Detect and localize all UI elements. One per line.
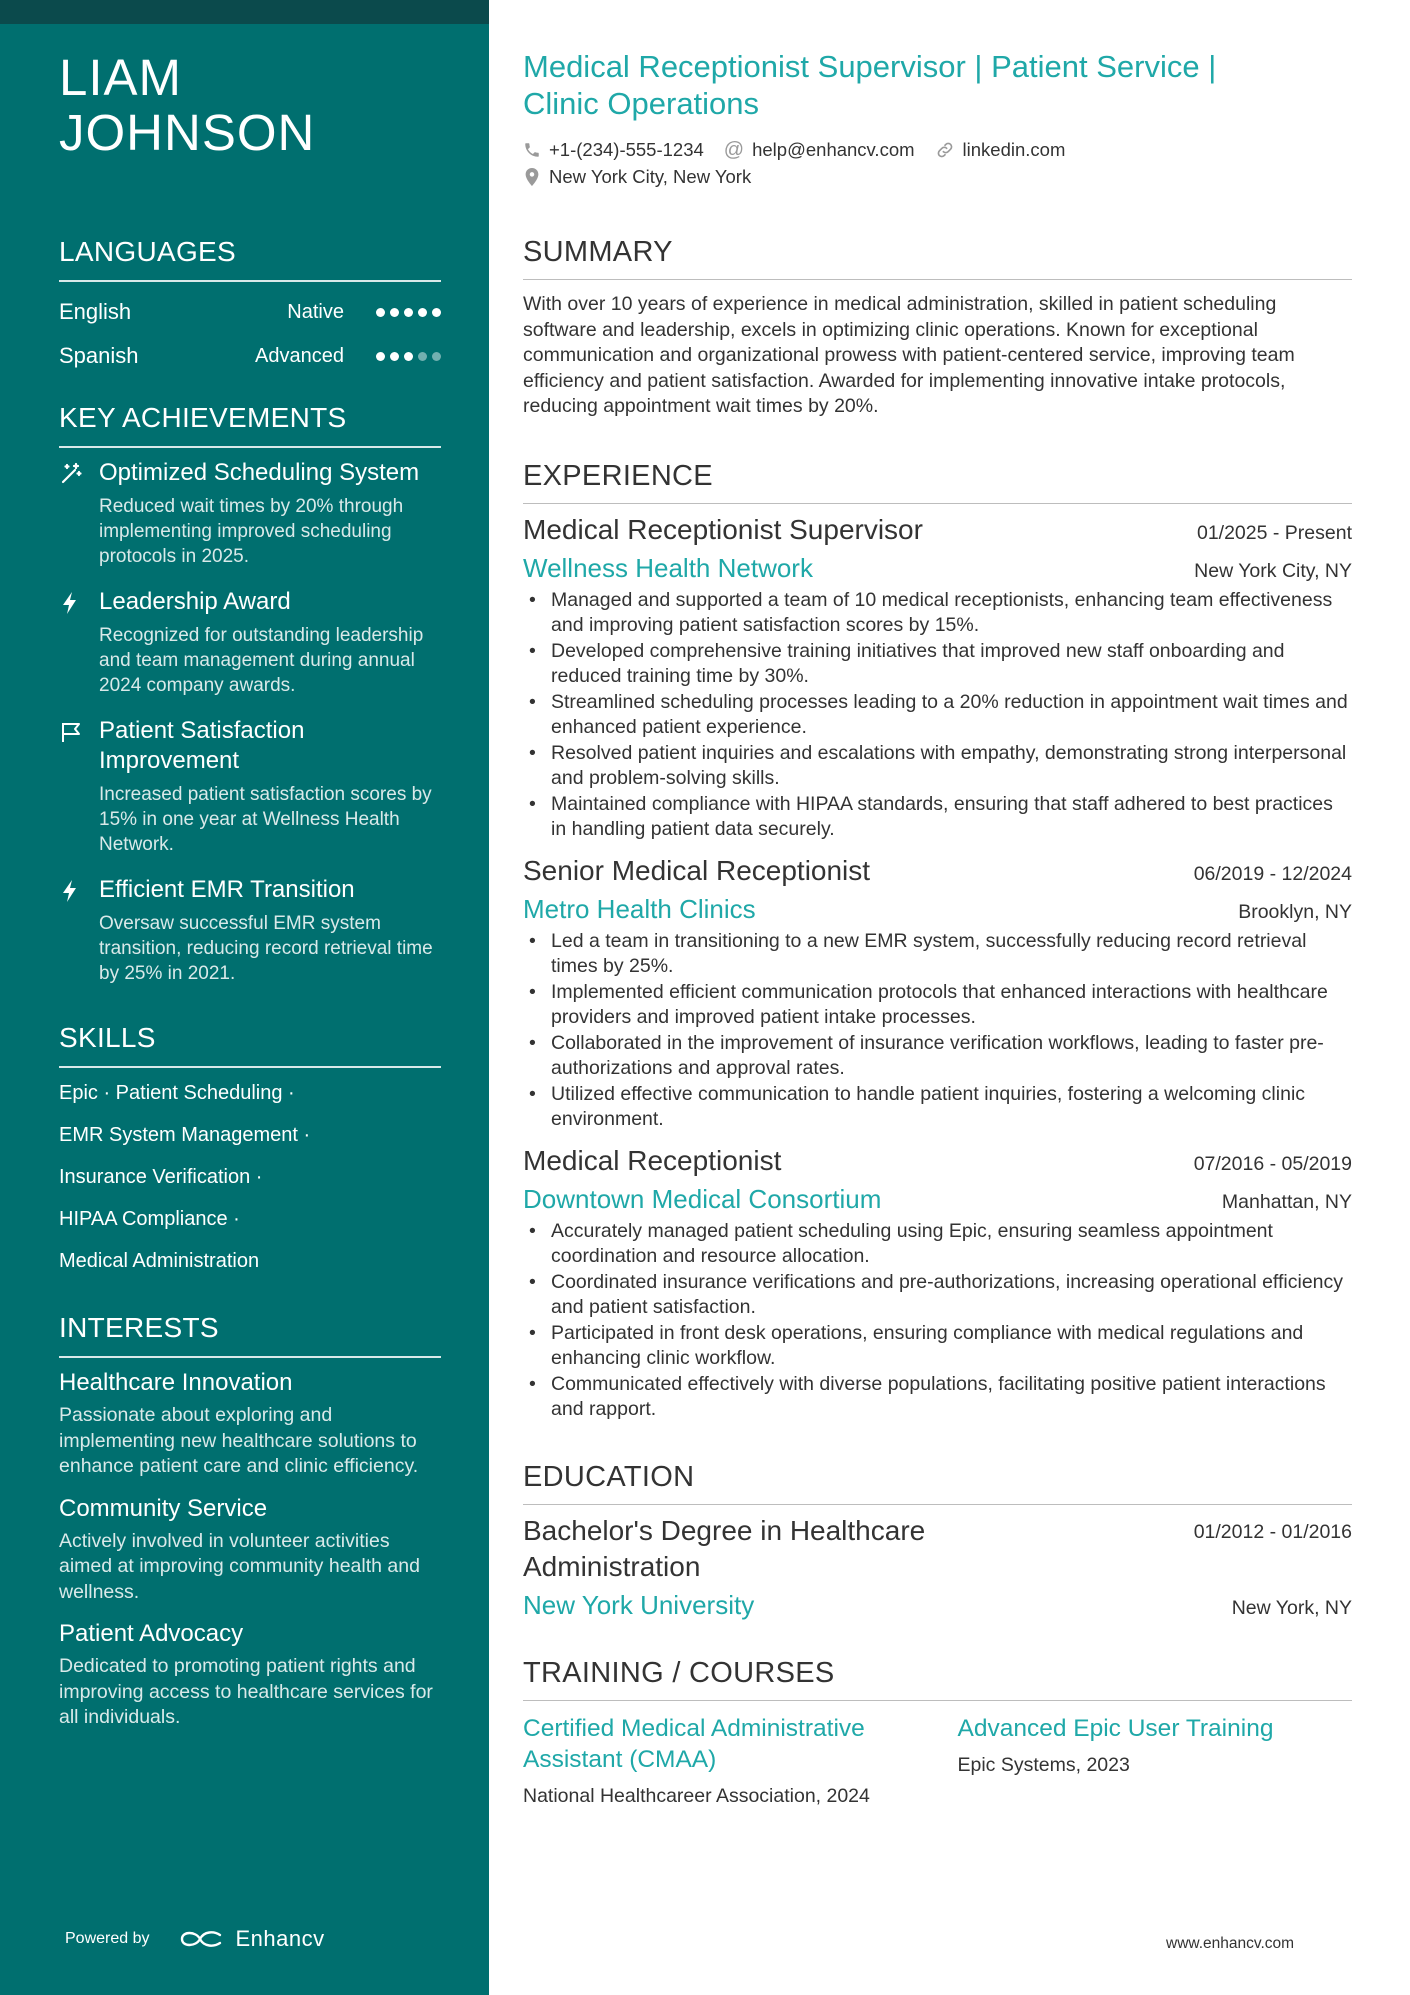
course-provider: National Healthcareer Association, 2024 xyxy=(523,1784,870,1807)
language-level: Native xyxy=(287,300,344,323)
course-title: Certified Medical Administrative Assistant (CMAA) xyxy=(523,1714,865,1773)
contact-email[interactable]: @ help@enhancv.com xyxy=(723,138,915,161)
contact-phone[interactable]: +1-(234)-555-1234 xyxy=(523,139,704,161)
job-bullet: • Maintained compliance with HIPAA standards, ensuring that staff adhered to best practices in handling patient data securely. xyxy=(523,792,1352,843)
school-location: New York, NY xyxy=(1231,1596,1352,1619)
education-entry xyxy=(523,1513,1352,1621)
education-section xyxy=(523,1461,1352,1621)
job-bullet: • Utilized effective communication to handle patient inquiries, fostering a welcoming clinic environment. xyxy=(523,1082,1352,1133)
job-entry xyxy=(523,512,1352,843)
education-title: EDUCATION xyxy=(523,1461,1352,1505)
course-item xyxy=(523,1713,958,1809)
job-bullet: • Developed comprehensive training initiatives that improved new staff onboarding and reduced training time by 30%. xyxy=(523,639,1352,690)
powered-by-label: Powered by xyxy=(65,1930,150,1947)
company-name: Wellness Health Network xyxy=(523,552,813,583)
interest-item xyxy=(59,1368,441,1480)
job-bullet: • Participated in front desk operations, ensuring compliance with medical regulations and enhancing clinic workflow. xyxy=(523,1321,1352,1372)
job-bullets xyxy=(523,1219,1352,1423)
degree-title: Bachelor's Degree in Healthcare Administration xyxy=(523,1514,926,1582)
summary-section xyxy=(523,236,1352,420)
link-icon xyxy=(935,140,955,160)
job-location: Brooklyn, NY xyxy=(1238,900,1352,923)
languages-title: LANGUAGES xyxy=(59,236,441,282)
interest-item xyxy=(59,1619,441,1731)
main-content xyxy=(523,0,1352,1809)
job-bullet: • Collaborated in the improvement of insurance verification workflows, leading to faster pre-authorizations and approval rates. xyxy=(523,1031,1352,1082)
flag-icon xyxy=(59,716,99,857)
skills-title: SKILLS xyxy=(59,1022,441,1068)
interests-section xyxy=(59,1312,441,1731)
job-bullet: • Coordinated insurance verifications and pre-authorizations, increasing operational efficiency and patient satisfaction. xyxy=(523,1270,1352,1321)
languages-section xyxy=(59,236,441,378)
achievement-title: Efficient EMR Transition xyxy=(99,876,355,903)
proficiency-dot xyxy=(390,352,399,361)
achievement-description: Reduced wait times by 20% through implementing improved scheduling protocols in 2025. xyxy=(99,496,404,567)
summary-text: With over 10 years of experience in medical administration, skilled in patient scheduling software and leadership, excels in optimizing clinic operations. Known for exceptional communication and organizational prowess with patient-centered service, improving team efficiency and patient satisfaction. Awarded for implementing innovative intake protocols, reducing appointment wait times by 20%. xyxy=(523,293,1295,417)
job-bullet: • Resolved patient inquiries and escalations with empathy, demonstrating strong interpersonal and problem-solving skills. xyxy=(523,741,1352,792)
skill-item: HIPAA Compliance · xyxy=(59,1208,240,1230)
interest-title: Patient Advocacy xyxy=(59,1620,244,1647)
proficiency-dot xyxy=(404,352,413,361)
achievement-title: Leadership Award xyxy=(99,588,291,615)
magic-wand-icon xyxy=(59,458,99,569)
job-bullet: • Implemented efficient communication protocols that enhanced interactions with healthcare providers and improved patient intake processes. xyxy=(523,980,1352,1031)
job-bullets xyxy=(523,588,1352,843)
footer-url[interactable]: www.enhancv.com xyxy=(1166,1935,1295,1952)
school-name: New York University xyxy=(523,1589,755,1620)
achievement-description: Increased patient satisfaction scores by 15% in one year at Wellness Health Network. xyxy=(99,784,432,855)
job-title: Medical Receptionist Supervisor xyxy=(523,513,923,545)
job-date: 06/2019 - 12/2024 xyxy=(1193,862,1352,885)
location-pin-icon xyxy=(523,167,541,187)
achievement-description: Oversaw successful EMR system transition, reducing record retrieval time by 25% in 2021. xyxy=(99,913,433,984)
proficiency-dot xyxy=(376,352,385,361)
achievements-title: KEY ACHIEVEMENTS xyxy=(59,402,441,448)
summary-title: SUMMARY xyxy=(523,236,1352,280)
language-name: English xyxy=(59,299,132,324)
enhancv-logo-icon xyxy=(178,1927,224,1951)
achievement-item xyxy=(59,587,441,698)
enhancv-brand[interactable]: Enhancv xyxy=(235,1926,325,1951)
achievement-item xyxy=(59,716,441,857)
experience-section xyxy=(523,460,1352,1423)
job-date: 01/2025 - Present xyxy=(1196,521,1352,544)
powered-by xyxy=(65,1926,325,1952)
achievements-section xyxy=(59,402,441,986)
proficiency-dot xyxy=(418,308,427,317)
course-title: Advanced Epic User Training xyxy=(957,1714,1274,1742)
interest-item xyxy=(59,1494,441,1606)
contact-location: New York City, New York xyxy=(523,166,751,188)
headline: Medical Receptionist Supervisor | Patient Service | Clinic Operations xyxy=(523,49,1217,121)
achievement-description: Recognized for outstanding leadership and team management during annual 2024 company awards. xyxy=(99,625,424,696)
job-entry xyxy=(523,853,1352,1133)
experience-title: EXPERIENCE xyxy=(523,460,1352,504)
job-title: Medical Receptionist xyxy=(523,1144,782,1176)
language-row xyxy=(59,334,441,378)
proficiency-dot xyxy=(404,308,413,317)
skill-item: Epic · Patient Scheduling · xyxy=(59,1082,295,1104)
lightning-icon xyxy=(59,875,99,986)
job-date: 07/2016 - 05/2019 xyxy=(1193,1152,1352,1175)
sidebar-top-bar xyxy=(0,0,489,24)
job-bullet: • Communicated effectively with diverse populations, facilitating positive patient interactions and rapport. xyxy=(523,1372,1352,1423)
job-title: Senior Medical Receptionist xyxy=(523,854,871,886)
phone-icon xyxy=(523,141,541,159)
language-name: Spanish xyxy=(59,343,139,368)
education-date: 01/2012 - 01/2016 xyxy=(1193,1520,1352,1543)
interest-description: Dedicated to promoting patient rights and improving access to healthcare services for all individuals. xyxy=(59,1655,433,1728)
course-provider: Epic Systems, 2023 xyxy=(957,1753,1130,1776)
contact-info xyxy=(523,136,1352,190)
interests-title: INTERESTS xyxy=(59,1312,441,1358)
sidebar xyxy=(0,0,489,1995)
training-section xyxy=(523,1657,1352,1809)
language-level: Advanced xyxy=(255,344,344,367)
skill-item: EMR System Management · xyxy=(59,1124,311,1146)
skills-section xyxy=(59,1022,441,1282)
job-location: Manhattan, NY xyxy=(1221,1190,1352,1213)
training-title: TRAINING / COURSES xyxy=(523,1657,1352,1701)
candidate-name: LIAM JOHNSON xyxy=(59,49,316,161)
language-proficiency-dots xyxy=(376,308,441,317)
achievement-item xyxy=(59,875,441,986)
contact-link[interactable]: linkedin.com xyxy=(935,139,1066,161)
language-proficiency-dots xyxy=(376,352,441,361)
job-bullet: • Streamlined scheduling processes leading to a 20% reduction in appointment wait times and enhanced patient experience. xyxy=(523,690,1352,741)
interest-description: Passionate about exploring and implementing new healthcare solutions to enhance patient care and clinic efficiency. xyxy=(59,1404,419,1477)
skill-item: Insurance Verification · xyxy=(59,1166,263,1188)
proficiency-dot-empty xyxy=(432,352,441,361)
job-bullet: • Accurately managed patient scheduling using Epic, ensuring seamless appointment coordination and resource allocation. xyxy=(523,1219,1352,1270)
skill-item: Medical Administration xyxy=(59,1250,260,1272)
job-bullet: • Managed and supported a team of 10 medical receptionists, enhancing team effectiveness and improving patient satisfaction scores by 15%. xyxy=(523,588,1352,639)
at-sign-icon: @ xyxy=(723,138,745,161)
interest-description: Actively involved in volunteer activities aimed at improving community health and wellness. xyxy=(59,1529,420,1603)
job-location: New York City, NY xyxy=(1194,559,1352,582)
company-name: Downtown Medical Consortium xyxy=(523,1183,882,1214)
job-entry xyxy=(523,1143,1352,1423)
language-row xyxy=(59,290,441,334)
proficiency-dot xyxy=(432,308,441,317)
lightning-icon xyxy=(59,587,99,698)
proficiency-dot xyxy=(376,308,385,317)
proficiency-dot xyxy=(390,308,399,317)
achievement-title: Optimized Scheduling System xyxy=(99,459,420,486)
job-bullet: • Led a team in transitioning to a new EMR system, successfully reducing record retrieval times by 25%. xyxy=(523,929,1352,980)
interest-title: Community Service xyxy=(59,1494,268,1522)
interest-title: Healthcare Innovation xyxy=(59,1369,293,1396)
proficiency-dot-empty xyxy=(418,352,427,361)
course-item xyxy=(958,1713,1353,1809)
achievement-item xyxy=(59,458,441,569)
company-name: Metro Health Clinics xyxy=(523,893,756,924)
job-bullets xyxy=(523,929,1352,1133)
achievement-title: Patient Satisfaction Improvement xyxy=(99,717,305,774)
